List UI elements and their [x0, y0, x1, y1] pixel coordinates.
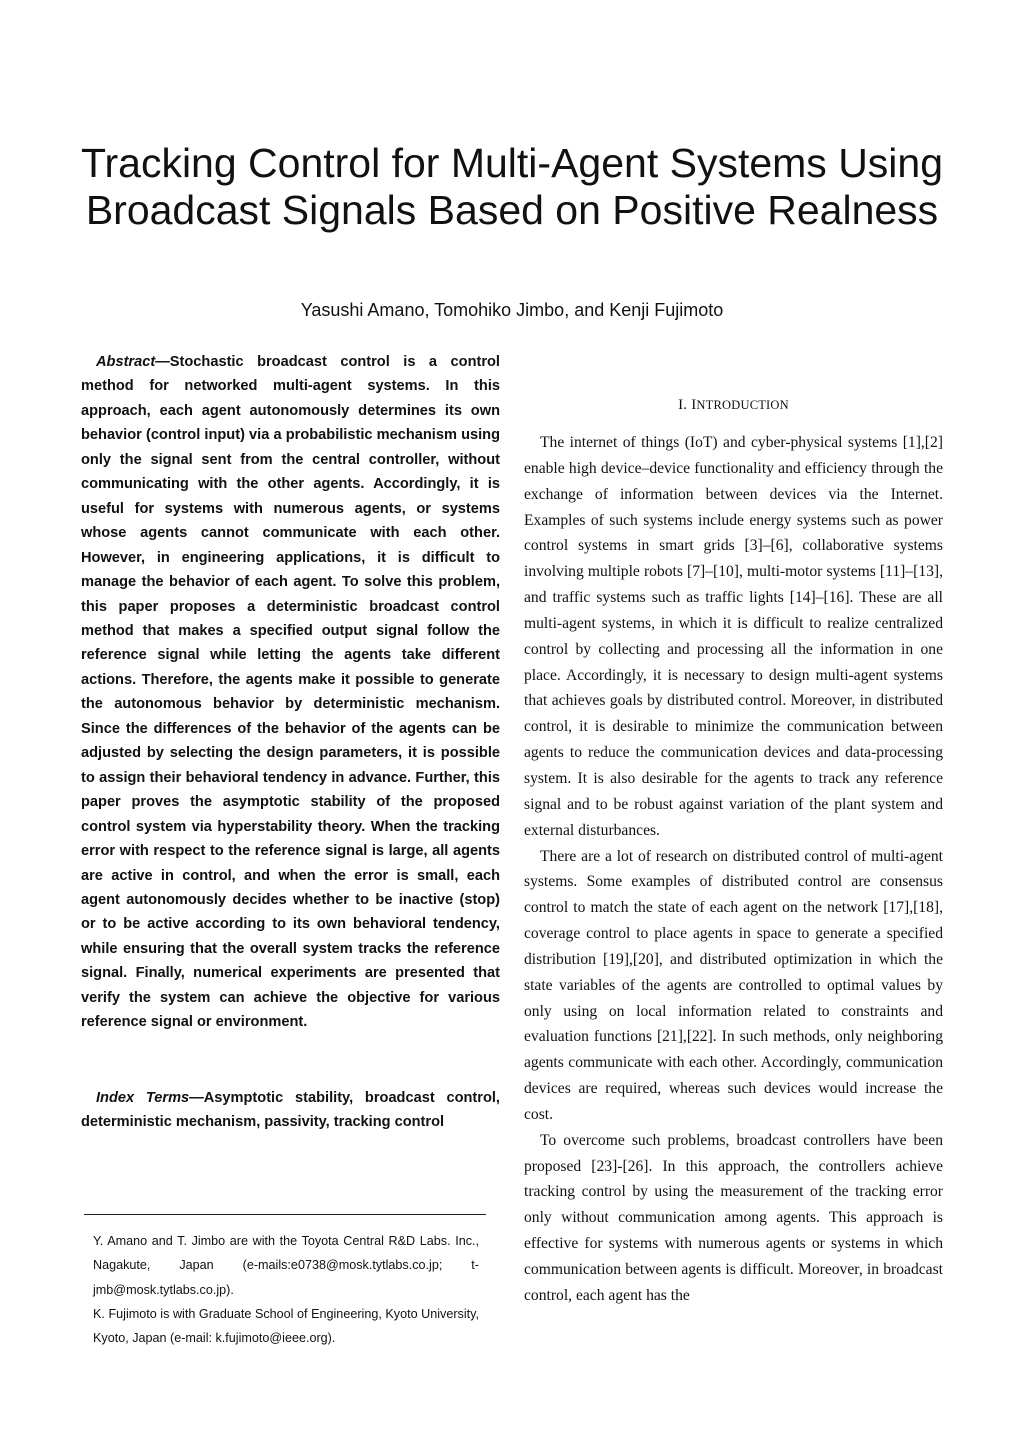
- abstract-text: Stochastic broadcast control is a control method for networked multi-agent systems. In this approach, each agent autonomously determines its own behavior (control input) via a probabilistic mechanism using only the signal sent from the central controller, without communicating with the other agents. Accordingly, it is useful for systems with numerous agents, or systems whose agents cannot communicate with each other. However, in engineering applications, it is difficult to manage the behavior of each agent. To solve this problem, this paper proposes a deterministic broadcast control method that makes a specified output signal follow the reference signal while letting the agents take different actions. Therefore, the agents make it possible to generate the autonomous behavior by deterministic mechanism. Since the differences of the behavior of the agents can be adjusted by selecting the design parameters, it is possible to assign their behavioral tendency in advance. Further, this paper proves the asymptotic stability of the proposed control system via hyperstability theory. When the tracking error with respect to the reference signal is large, all agents are active in control, and when the error is small, each agent autonomously decides whether to be inactive (stop) or to be active according to its own behavioral tendency, while ensuring that the overall system tracks the reference signal. Finally, numerical experiments are presented that verify the system can achieve the objective for various reference signal or environment.: [81, 354, 500, 1031]
- abstract-label: Abstract: [96, 354, 156, 370]
- intro-paragraph: To overcome such problems, broadcast controllers have been proposed [23]-[26]. In this approach, the controllers achieve tracking control by using the measurement of the tracking error only without communication among agents. This approach is effective for systems with numerous agents or systems in which communication between agents is difficult. Moreover, in broadcast control, each agent has the: [524, 1131, 943, 1304]
- introduction-body: [524, 430, 943, 1309]
- footnote-divider: [84, 1214, 486, 1215]
- section-title: NTRODUCTION: [696, 398, 789, 412]
- index-terms-text: Asymptotic stability, broadcast control, deterministic mechanism, passivity, tracking control: [81, 1090, 500, 1131]
- intro-paragraph: There are a lot of research on distributed control of multi-agent systems. Some examples of distributed control are consensus control to match the state of each agent on the network [17],[18], coverage control to place agents in space to generate a specified distribution [19],[20], and distributed optimization in which the state variables of the agents are controlled to optimal values by only using on local information related to constraints and evaluation functions [21],[22]. In such methods, only neighboring agents communicate with each other. Accordingly, communication devices are required, whereas such devices would increase the cost.: [524, 847, 943, 1123]
- author-list: Yasushi Amano, Tomohiko Jimbo, and Kenji Fujimoto: [300, 300, 724, 320]
- abstract: [81, 350, 500, 1035]
- index-terms-label: Index Terms: [96, 1090, 190, 1106]
- footnote-affiliation-kyoto: K. Fujimoto is with Graduate School of Engineering, Kyoto University, Kyoto, Japan (e-mail: k.fujimoto@ieee.org).: [93, 1306, 479, 1346]
- index-terms: [81, 1086, 500, 1135]
- footnotes: [93, 1229, 479, 1350]
- abstract-dash: —: [155, 354, 170, 370]
- section-heading-introduction: [524, 395, 943, 415]
- index-terms-dash: —: [189, 1090, 204, 1106]
- paper-title: Tracking Control for Multi-Agent Systems Using Broadcast Signals Based on Positive Realness: [80, 140, 944, 233]
- section-number: I. I: [678, 397, 697, 413]
- intro-paragraph: The internet of things (IoT) and cyber-physical systems [1],[2] enable high device–device functionality and efficiency through the exchange of information between devices via the Internet. Examples of such systems include energy systems such as power control systems in smart grids [3]–[6], collaborative systems involving multiple robots [7]–[10], multi-motor systems [11]–[13], and traffic systems such as traffic lights [14]–[16]. These are all multi-agent systems, in which it is difficult to realize centralized control by collecting and processing all the information in one place. Accordingly, it is necessary to design multi-agent systems that achieves goals by distributed control. Moreover, in distributed control, it is desirable to minimize the communication between agents to reduce the communication devices and data-processing system. It is also desirable for the agents to track any reference signal and to be robust against variation of the plant system and external disturbances.: [524, 434, 943, 839]
- footnote-affiliation-toyota: Y. Amano and T. Jimbo are with the Toyota Central R&D Labs. Inc., Nagakute, Japan (e-mails:e0738@mosk.tytlabs.co.jp; t-jmb@mosk.tytlabs.co.jp).: [93, 1234, 479, 1297]
